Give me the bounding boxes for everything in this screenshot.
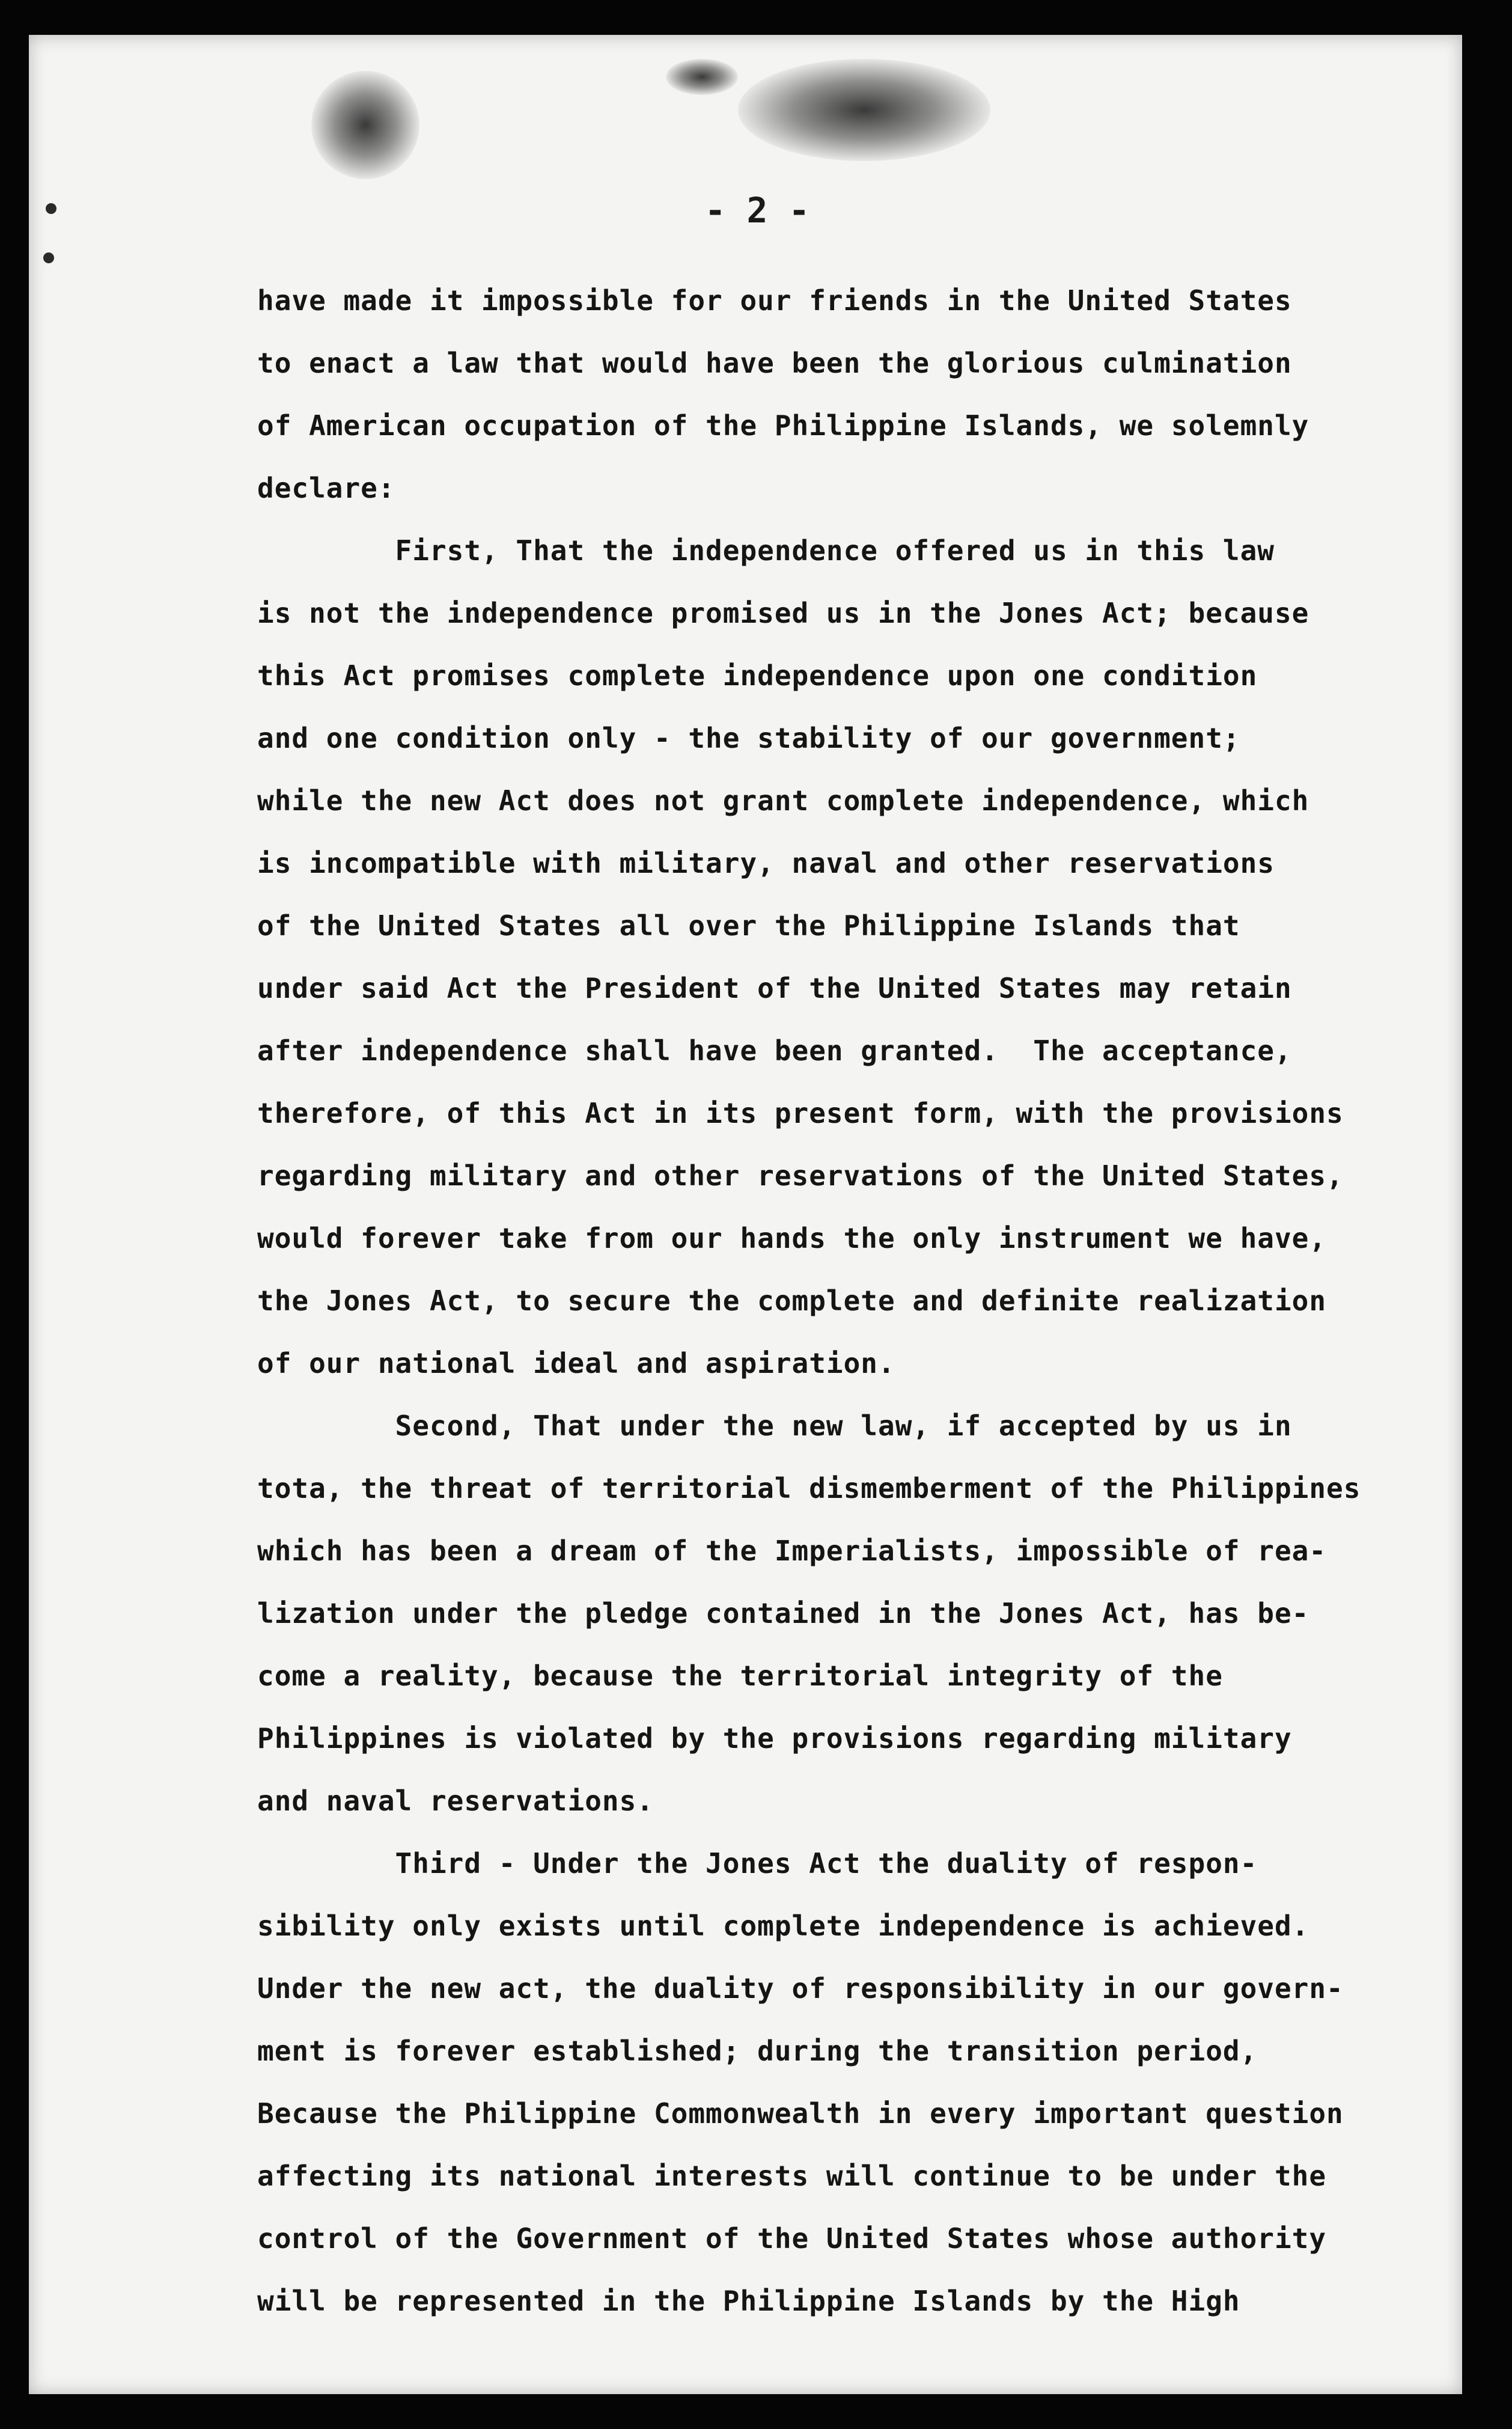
text-line: ment is forever established; during the transition period, xyxy=(257,2035,1258,2067)
text-line: Philippines is violated by the provisions regarding military xyxy=(257,1722,1292,1755)
text-line: Third - Under the Jones Act the duality of respon- xyxy=(257,1847,1258,1880)
text-line: while the new Act does not grant complete independence, which xyxy=(257,784,1309,817)
text-line: First, That the independence offered us in this law xyxy=(257,534,1275,567)
ink-smudge xyxy=(738,59,990,161)
text-line: is incompatible with military, naval and other reservations xyxy=(257,847,1275,879)
text-line: the Jones Act, to secure the complete and definite realization xyxy=(257,1285,1327,1317)
text-line: of the United States all over the Philippine Islands that xyxy=(257,909,1240,942)
text-line: would forever take from our hands the only instrument we have, xyxy=(257,1222,1327,1254)
text-line: have made it impossible for our friends in the United States xyxy=(257,284,1292,317)
text-line: sibility only exists until complete independence is achieved. xyxy=(257,1910,1309,1942)
text-line: Because the Philippine Commonwealth in every important question xyxy=(257,2097,1344,2130)
ink-smudge xyxy=(666,59,738,95)
text-line: of American occupation of the Philippine Islands, we solemnly xyxy=(257,409,1309,442)
text-line: and naval reservations. xyxy=(257,1785,654,1817)
page-number: - 2 - xyxy=(704,190,810,231)
body-text xyxy=(257,269,1435,2332)
text-line: declare: xyxy=(257,472,395,504)
punch-hole-mark xyxy=(46,203,56,214)
text-line: come a reality, because the territorial integrity of the xyxy=(257,1660,1223,1692)
text-line: tota, the threat of territorial dismemberment of the Philippines xyxy=(257,1472,1361,1505)
text-line: of our national ideal and aspiration. xyxy=(257,1347,895,1379)
text-line: will be represented in the Philippine Islands by the High xyxy=(257,2285,1240,2317)
text-line: therefore, of this Act in its present form, with the provisions xyxy=(257,1097,1344,1129)
text-line: Second, That under the new law, if accepted by us in xyxy=(257,1410,1292,1442)
text-line: which has been a dream of the Imperialists, impossible of rea- xyxy=(257,1535,1327,1567)
text-line: Under the new act, the duality of responsibility in our govern- xyxy=(257,1972,1344,2005)
text-line: is not the independence promised us in the Jones Act; because xyxy=(257,597,1309,629)
text-line: regarding military and other reservations of the United States, xyxy=(257,1160,1344,1192)
ink-smudge xyxy=(311,71,419,179)
text-line: lization under the pledge contained in the Jones Act, has be- xyxy=(257,1597,1309,1630)
text-line: to enact a law that would have been the glorious culmination xyxy=(257,347,1292,379)
text-line: under said Act the President of the United States may retain xyxy=(257,972,1292,1004)
text-line: affecting its national interests will continue to be under the xyxy=(257,2160,1327,2192)
text-line: this Act promises complete independence upon one condition xyxy=(257,659,1258,692)
punch-hole-mark xyxy=(43,252,54,263)
text-line: after independence shall have been granted. The acceptance, xyxy=(257,1034,1292,1067)
text-line: control of the Government of the United States whose authority xyxy=(257,2222,1327,2255)
text-line: and one condition only - the stability of our government; xyxy=(257,722,1240,754)
